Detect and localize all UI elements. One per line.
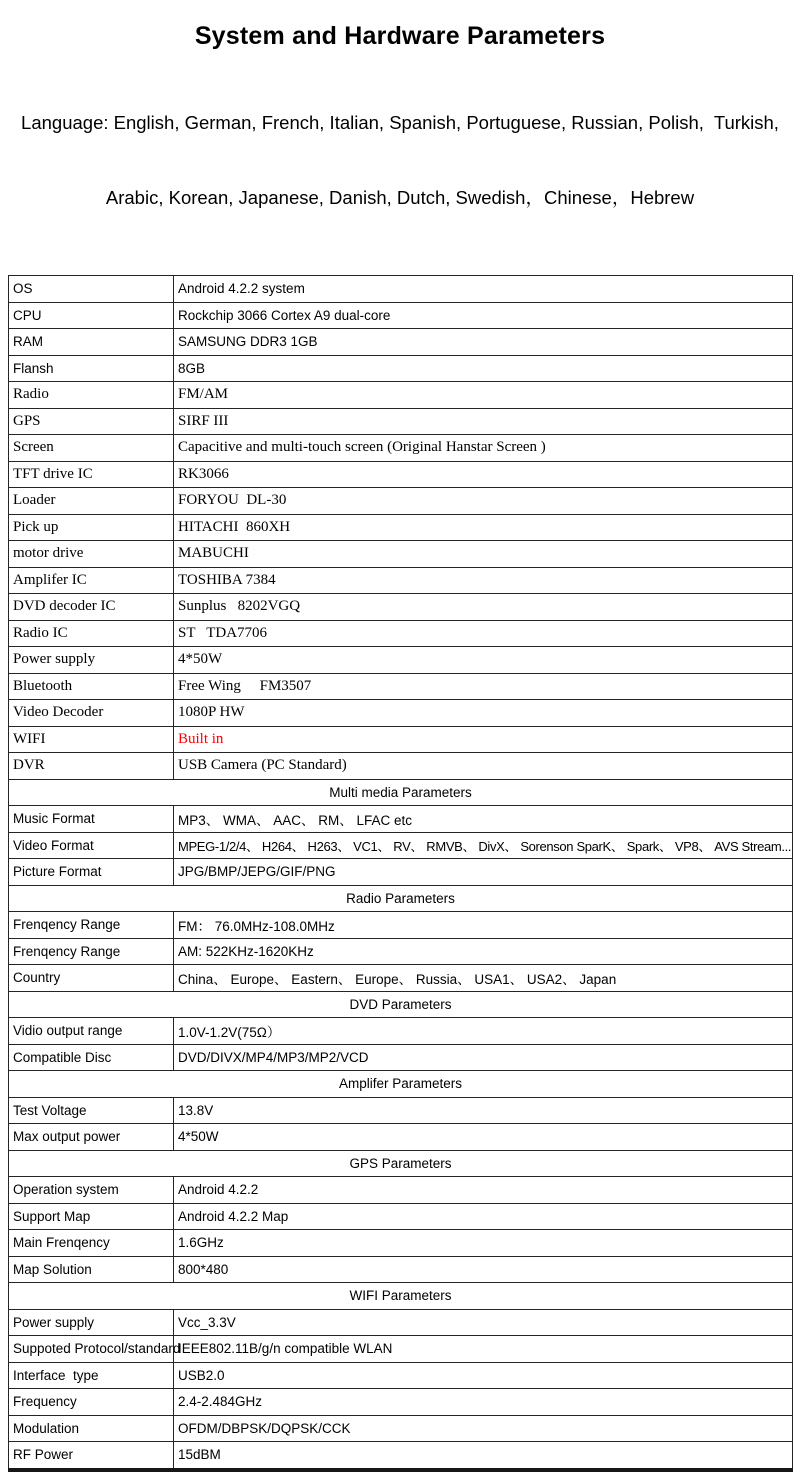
spec-row-dvr: [9, 753, 793, 780]
spec-row-rf-power: [9, 1442, 793, 1470]
section-title: Radio Parameters: [9, 885, 793, 912]
param-label: Bluetooth: [9, 673, 174, 700]
param-value: TOSHIBA 7384: [174, 567, 793, 594]
section-title: Amplifer Parameters: [9, 1071, 793, 1098]
param-value: SIRF III: [174, 408, 793, 435]
param-value: Rockchip 3066 Cortex A9 dual-core: [174, 302, 793, 329]
spec-row-loader: [9, 488, 793, 515]
section-title: Multi media Parameters: [9, 779, 793, 806]
param-label: Pick up: [9, 514, 174, 541]
spec-row-music-format: [9, 806, 793, 833]
section-title: WIFI Parameters: [9, 1283, 793, 1310]
param-label: Support Map: [9, 1203, 174, 1230]
param-value: FM/AM: [174, 382, 793, 409]
spec-row-operation-system: [9, 1177, 793, 1204]
param-label: Country: [9, 965, 174, 992]
spec-row-frenqency-range-fm: [9, 912, 793, 939]
param-value: Vcc_3.3V: [174, 1309, 793, 1336]
param-value: 2.4-2.484GHz: [174, 1389, 793, 1416]
param-label: Power supply: [9, 1309, 174, 1336]
param-value: Sunplus 8202VGQ: [174, 594, 793, 621]
param-label: TFT drive IC: [9, 461, 174, 488]
section-row-amplifer: [9, 1071, 793, 1098]
param-label: Flansh: [9, 355, 174, 382]
param-label: GPS: [9, 408, 174, 435]
spec-row-max-output-power: [9, 1124, 793, 1151]
spec-row-frenqency-range-am: [9, 938, 793, 965]
section-row-radio: [9, 885, 793, 912]
param-label: DVR: [9, 753, 174, 780]
spec-row-cpu: [9, 302, 793, 329]
param-value: MABUCHI: [174, 541, 793, 568]
param-value: Android 4.2.2 system: [174, 276, 793, 303]
param-label: motor drive: [9, 541, 174, 568]
param-label: Radio IC: [9, 620, 174, 647]
param-label: Main Frenqency: [9, 1230, 174, 1257]
language-list: [0, 60, 800, 260]
section-title: DVD Parameters: [9, 991, 793, 1018]
param-label: Picture Format: [9, 859, 174, 886]
param-label: Frenqency Range: [9, 938, 174, 965]
spec-row-video-format: [9, 832, 793, 859]
spec-row-power-supply: [9, 647, 793, 674]
spec-row-amplifer-ic: [9, 567, 793, 594]
param-value: Android 4.2.2 Map: [174, 1203, 793, 1230]
param-label: RF Power: [9, 1442, 174, 1470]
spec-row-picture-format: [9, 859, 793, 886]
spec-row-motor-drive: [9, 541, 793, 568]
spec-row-dvd-decoder-ic: [9, 594, 793, 621]
param-value: ST TDA7706: [174, 620, 793, 647]
section-row-gps: [9, 1150, 793, 1177]
spec-row-pick-up: [9, 514, 793, 541]
spec-row-test-voltage: [9, 1097, 793, 1124]
param-label: Test Voltage: [9, 1097, 174, 1124]
param-label: Screen: [9, 435, 174, 462]
param-label: Vidio output range: [9, 1018, 174, 1045]
spec-row-support-map: [9, 1203, 793, 1230]
section-row-dvd: [9, 991, 793, 1018]
spec-row-flansh: [9, 355, 793, 382]
param-label: Frequency: [9, 1389, 174, 1416]
param-label: WIFI: [9, 726, 174, 753]
param-label: Amplifer IC: [9, 567, 174, 594]
spec-row-compatible-disc: [9, 1044, 793, 1071]
param-label: Video Format: [9, 832, 174, 859]
param-value: RK3066: [174, 461, 793, 488]
spec-row-map-solution: [9, 1256, 793, 1283]
param-value: JPG/BMP/JEPG/GIF/PNG: [174, 859, 793, 886]
param-value: USB2.0: [174, 1362, 793, 1389]
section-row-wifi: [9, 1283, 793, 1310]
param-value: SAMSUNG DDR3 1GB: [174, 329, 793, 356]
param-label: Video Decoder: [9, 700, 174, 727]
param-label: Suppoted Protocol/standard: [9, 1336, 174, 1363]
param-value: IEEE802.11B/g/n compatible WLAN: [174, 1336, 793, 1363]
param-label: Interface type: [9, 1362, 174, 1389]
param-label: Radio: [9, 382, 174, 409]
spec-row-modulation: [9, 1415, 793, 1442]
spec-row-screen: [9, 435, 793, 462]
spec-row-main-frenqency: [9, 1230, 793, 1257]
param-value: 4*50W: [174, 1124, 793, 1151]
param-value: China、 Europe、 Eastern、 Europe、 Russia、 USA1、 USA2、 Japan: [174, 965, 793, 992]
spec-row-tft-drive-ic: [9, 461, 793, 488]
param-value: Android 4.2.2: [174, 1177, 793, 1204]
param-value-builtin: Built in: [174, 726, 793, 753]
spec-row-wifi: [9, 726, 793, 753]
param-label: OS: [9, 276, 174, 303]
param-label: Modulation: [9, 1415, 174, 1442]
spec-row-radio: [9, 382, 793, 409]
section-row-multimedia: [9, 779, 793, 806]
param-value: 1080P HW: [174, 700, 793, 727]
param-value: 8GB: [174, 355, 793, 382]
spec-row-radio-ic: [9, 620, 793, 647]
param-value: AM: 522KHz-1620KHz: [174, 938, 793, 965]
param-value: 13.8V: [174, 1097, 793, 1124]
param-label: RAM: [9, 329, 174, 356]
language-line-1: Language: English, German, French, Italian, Spanish, Portuguese, Russian, Polish, Turkish,: [21, 112, 779, 133]
spec-row-frequency: [9, 1389, 793, 1416]
param-value: FM： 76.0MHz-108.0MHz: [174, 912, 793, 939]
param-value: 15dBM: [174, 1442, 793, 1470]
param-value: DVD/DIVX/MP4/MP3/MP2/VCD: [174, 1044, 793, 1071]
param-value: Capacitive and multi-touch screen (Original Hanstar Screen ): [174, 435, 793, 462]
param-value: 4*50W: [174, 647, 793, 674]
param-label: Power supply: [9, 647, 174, 674]
param-value: 800*480: [174, 1256, 793, 1283]
param-value: FORYOU DL-30: [174, 488, 793, 515]
param-value: HITACHI 860XH: [174, 514, 793, 541]
param-value: MP3、 WMA、 AAC、 RM、 LFAC etc: [174, 806, 793, 833]
param-label: Max output power: [9, 1124, 174, 1151]
spec-row-os: [9, 276, 793, 303]
param-label: Loader: [9, 488, 174, 515]
param-label: Frenqency Range: [9, 912, 174, 939]
param-label: Operation system: [9, 1177, 174, 1204]
param-value: 1.6GHz: [174, 1230, 793, 1257]
param-label: Music Format: [9, 806, 174, 833]
spec-row-wifi-power-supply: [9, 1309, 793, 1336]
spec-row-ram: [9, 329, 793, 356]
spec-row-vidio-output-range: [9, 1018, 793, 1045]
spec-row-video-decoder: [9, 700, 793, 727]
spec-row-gps: [9, 408, 793, 435]
param-value: USB Camera (PC Standard): [174, 753, 793, 780]
param-label: Map Solution: [9, 1256, 174, 1283]
param-value: OFDM/DBPSK/DQPSK/CCK: [174, 1415, 793, 1442]
param-label: Compatible Disc: [9, 1044, 174, 1071]
param-value: Free Wing FM3507: [174, 673, 793, 700]
spec-row-suppoted-protocol: [9, 1336, 793, 1363]
spec-table: [8, 275, 793, 1472]
param-label: DVD decoder IC: [9, 594, 174, 621]
spec-row-interface-type: [9, 1362, 793, 1389]
section-title: GPS Parameters: [9, 1150, 793, 1177]
param-label: CPU: [9, 302, 174, 329]
page-title: System and Hardware Parameters: [194, 22, 606, 50]
param-value: MPEG-1/2/4、 H264、 H263、 VC1、 RV、 RMVB、 DivX、 Sorenson SparK、 Spark、 VP8、 AVS Stream...: [174, 832, 793, 859]
param-value: 1.0V-1.2V(75Ω）: [174, 1018, 793, 1045]
spec-row-country: [9, 965, 793, 992]
language-line-2: Arabic, Korean, Japanese, Danish, Dutch, Swedish，Chinese，Hebrew: [105, 187, 695, 208]
spec-row-bluetooth: [9, 673, 793, 700]
